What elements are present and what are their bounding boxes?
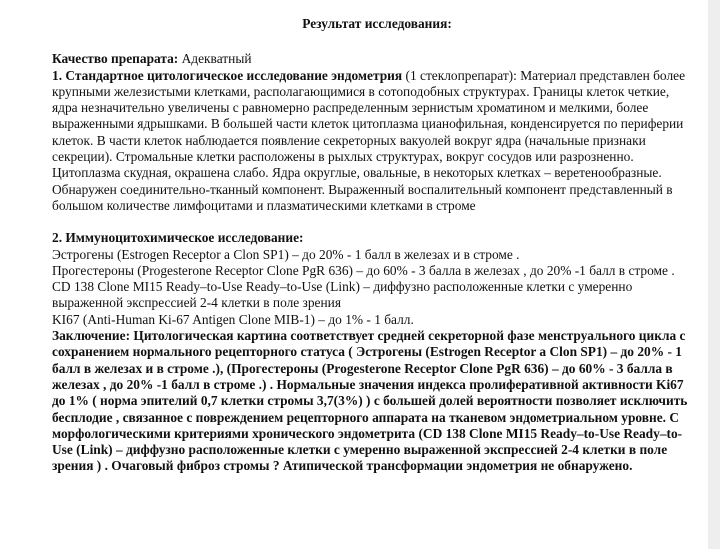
conclusion-paragraph <box>52 328 692 475</box>
quality-line <box>52 51 692 67</box>
ihc-line-cd138: CD 138 Clone MI15 Ready–to-Use Ready–to-Use (Link) – диффузно расположенные клетки с умеренно выраженной экспрессией 2-4 клетки в поле зрения <box>52 279 633 311</box>
ihc-line-estrogen: Эстрогены (Estrogen Receptor a Clon SP1) – до 20% - 1 балл в железах и в строме . <box>52 246 520 262</box>
report-title: Результат исследования: <box>302 16 452 31</box>
section-cytology-text: Материал представлен более крупными железистыми клетками, располагающимися в сотоподобных структурах. Границы клеток четкие, ядра незначительно увеличены с равномерно распределенным зернистым хроматином и мелкими, более выраженными ядрышками. В большей части клеток цитоплазма цианофильная, конденсируется по периферии клеток. В части клеток наблюдается появление секреторных вакуолей вокруг ядра (начальные признаки секреции). Стромальные клетки расположены в рыхлых структурах, вокруг сосудов или разрозненно. Цитоплазма скудная, окрашена слабо. Ядра округлые, овальные, в некоторых клетках – веретенообразные. Обнаружен соединительно-тканный компонент. Выраженный воспалительный компонент представленный в большом количестве лимфоцитами и плазматическими клетками в строме <box>52 67 686 213</box>
section-cytology-heading: 1. Стандартное цитологическое исследование эндометрия <box>52 67 403 83</box>
conclusion-label: Заключение: <box>52 328 131 344</box>
viewer-scroll-gutter <box>708 0 720 549</box>
conclusion-text: Цитологическая картина соответствует средней секреторной фазе менструального цикла с сохранением нормального рецепторного статуса ( Эстрогены (Estrogen Receptor a Clon SP1) – до 20% - 1 балл в железах и в строме .), (Прогестероны (Progesterone Receptor Clone PgR 636) – до 60% - 3 балла в железах , до 20% -1 балл в строме .) . Нормальные значения индекса пролиферативной активности Ki67 до 1% ( норма эпителий 0,7 клетки стромы 3,7(3%) ) с большей долей вероятности позволяет исключить бесплодие , связанное с повреждением рецепторного аппарата на тканевом эндометриальном уровне. С морфологическими критериями хронического эндометрита (CD 138 Clone MI15 Ready–to-Use Ready–to-Use (Link) – диффузно расположенные клетки с умеренно выраженной экспрессией 2-4 клетки в поле зрения ) . Очаговый фиброз стромы ? Атипической трансформации эндометрия не обнаружено. <box>52 328 688 474</box>
quality-value: Адекватный <box>181 51 252 67</box>
ihc-line-progesterone: Прогестероны (Progesterone Receptor Clone PgR 636) – до 60% - 3 балла в железах , до 20% -1 балл в строме . <box>52 262 675 278</box>
quality-label: Качество препарата: <box>52 51 179 67</box>
section-ihc-heading: 2. Иммуноцитохимическое исследование: <box>52 230 304 246</box>
section-cytology-note: (1 стеклопрепарат): <box>405 67 517 83</box>
ihc-line-ki67: KI67 (Anti-Human Ki-67 Antigen Clone MIB-1) – до 1% - 1 балл. <box>52 311 414 327</box>
section-cytology <box>52 68 692 215</box>
report-content <box>52 16 692 475</box>
section-gap <box>52 214 692 230</box>
